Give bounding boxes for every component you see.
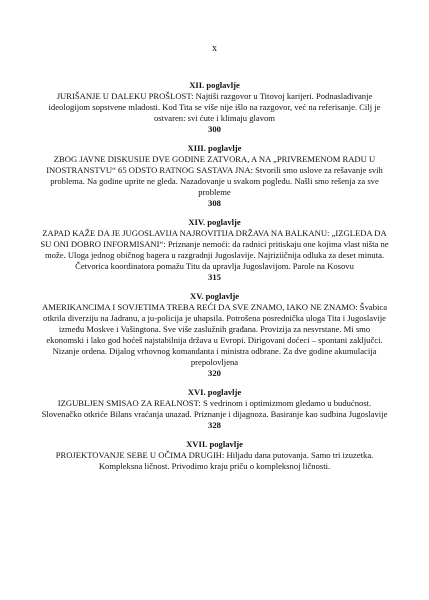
chapter-summary: PROJEKTOVANJE SEBE U OČIMA DRUGIH: Hiljadu dana putovanja. Samo tri izuzetka. Kompleksna ličnost. Privodimo kraju priču o kompleksnoj ličnosti. xyxy=(55,450,374,471)
toc-entry-15 xyxy=(0,291,429,379)
chapter-page-number: 315 xyxy=(208,272,221,282)
toc-entry-12 xyxy=(0,80,429,135)
chapter-summary: IZGUBLJEN SMISAO ZA REALNOST: S vedrinom i optimizmom gledamo u budućnost. Slovenačko otkriće Bilans vraćanja unazad. Priznanje i dijagnoza. Basiranje kao sudbina Jugoslavije xyxy=(41,398,388,419)
chapter-page-number: 328 xyxy=(208,420,221,430)
chapter-heading: XII. poglavlje xyxy=(189,80,240,90)
chapter-summary: ZAPAD KAŽE DA JE JUGOSLAVIJA NAJROVITIJA DRŽAVA NA BALKANU: „IZGLEDA DA SU ONI DOBRO INFORMISANI“: Priznanje nemoći: da radnici pritiskaju one kojima vlast ništa ne može. Uloga jednog običnog bagera u razgradnji Jugoslavije. Najriziičnija odluka za deset minuta. Četvorica koordinatora pomažu Titu da upravlja Jugoslavijom. Parole na Kosovu xyxy=(40,228,389,271)
chapter-heading: XIV. poglavlje xyxy=(188,217,241,227)
chapter-summary: AMERIKANCIMA I SOVJETIMA TREBA REĆI DA SVE ZNAMO, IAKO NE ZNAMO: Švabica otkrila diverziju na Jadranu, a ju-policija je uhapsila. Potrošena posrednička uloga Tita i Jugoslavije između Moskve i Vašingtona. Sve više zaslužnih građana. Provizija za nesvrstane. Mi smo ekonomski i lako god hoćeš najstabilnija država u Evropi. Dirigovani doćeci – spontani zaključci. Nizanje ordena. Dijalog vrhovnog komandanta i ministra odbrane. Za dve godine akumulacija prepolovljena xyxy=(41,302,388,367)
chapter-page-number: 320 xyxy=(208,368,221,378)
chapter-heading: XIII. poglavlje xyxy=(187,143,242,153)
chapter-summary: JURIŠANJE U DALEKU PROŠLOST: Najtiši razgovor u Titovoj karijeri. Podnaslađivanje ideologijom sopstvene mladosti. Kod Tita se više nije išlo na razgovor, već na referisanje. Cilj je ostvaren: svi ćute i klimaju glavom xyxy=(48,91,381,123)
chapter-heading: XV. poglavlje xyxy=(189,291,240,301)
toc-entry-17 xyxy=(0,439,429,472)
chapter-heading: XVI. poglavlje xyxy=(187,387,242,397)
toc-entry-16 xyxy=(0,387,429,431)
toc-entry-13 xyxy=(0,143,429,209)
chapter-page-number: 308 xyxy=(208,198,221,208)
chapter-page-number: 300 xyxy=(208,124,221,134)
table-of-contents xyxy=(0,80,429,480)
page-number: x xyxy=(212,43,217,54)
toc-entry-14 xyxy=(0,217,429,283)
chapter-heading: XVII. poglavlje xyxy=(186,439,243,449)
chapter-summary: ZBOG JAVNE DISKUSIJE DVE GODINE ZATVORA, A NA „PRIVREMENOM RADU U INOSTRANSTVU“ 65 ODSTO RATNOG SASTAVA JNA: Stvorili smo uslove za rešavanje svih problema. Na godine uprite ne gleda. Nazadovanje u svakom pogledu. Našli smo rešenja za sve probleme xyxy=(46,154,383,197)
